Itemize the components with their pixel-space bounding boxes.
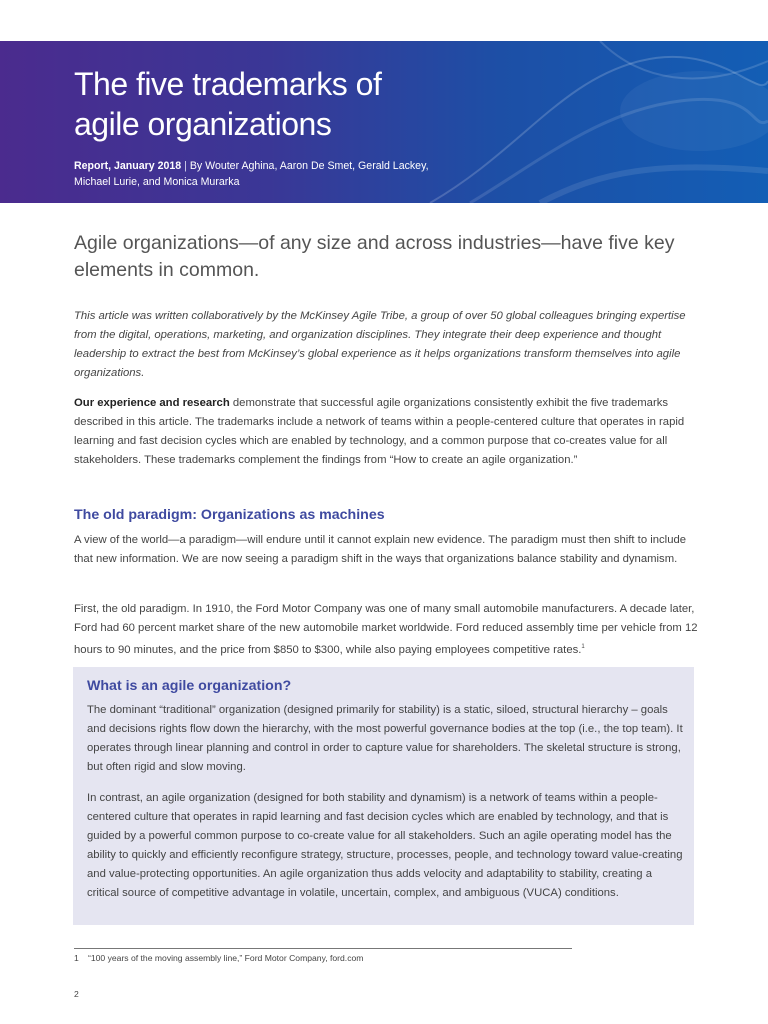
- body-paragraph-1: [74, 394, 699, 470]
- sidebar-paragraph-1: The dominant “traditional” organization (designed primarily for stability) is a static, siloed, structural hierarchy – goals and decisions rights flow down the hierarchy, with the most powerful governance bodies at the top (i.e., the top team). It operates through linear planning and control in order to capture value for shareholders. The skeletal structure is strong, but often rigid and slow moving.: [87, 704, 683, 773]
- footnote: [74, 952, 363, 964]
- intro-paragraph: This article was written collaboratively by the McKinsey Agile Tribe, a group of over 50 global colleagues bringing expertise from the digital, operations, marketing, and organization disciplines. They integrate their deep experience and thought leadership to extract the best from McKinsey’s global experience as it helps organizations transform themselves into agile organizations.: [74, 310, 686, 379]
- page-number: 2: [74, 989, 79, 999]
- footnote-number: 1: [74, 953, 79, 963]
- report-label: Report, January 2018: [74, 160, 182, 172]
- sidebar-box: [73, 667, 694, 925]
- title-line-1: The five trademarks of: [74, 66, 382, 102]
- sidebar-heading: What is an agile organization?: [87, 678, 292, 694]
- lead-in: Our experience and research: [74, 397, 230, 409]
- authors-line-1: By Wouter Aghina, Aaron De Smet, Gerald Lackey,: [189, 160, 429, 172]
- byline-separator: |: [184, 160, 187, 172]
- section-heading: The old paradigm: Organizations as machines: [74, 507, 385, 523]
- footnote-divider: [74, 948, 572, 949]
- body-paragraph-1-text: demonstrate that successful agile organizations consistently exhibit the five trademarks described in this article. The trademarks include a network of teams within a people-centered culture that operates in rapid learning and fast decision cycles which are enabled by technology, and a common purpose that co-creates value for all stakeholders. These trademarks complement the findings from “How to create an agile organization.”: [74, 397, 685, 466]
- deck-subtitle: Agile organizations—of any size and across industries—have five key elements in common.: [74, 232, 675, 281]
- body-paragraph-2: A view of the world—a paradigm—will endure until it cannot explain new evidence. The paradigm must then shift to include that new information. We are now seeing a paradigm shift in the ways that organizations balance stability and dynamism.: [74, 534, 687, 565]
- title-line-2: agile organizations: [74, 106, 332, 142]
- body-paragraph-3-text: First, the old paradigm. In 1910, the Ford Motor Company was one of many small automobile manufacturers. A decade later, Ford had 60 percent market share of the new automobile market worldwide. Ford reduced assembly time per vehicle from 12 hours to 90 minutes, and the price from $850 to $300, while also paying employees competitive rates.: [74, 603, 698, 656]
- authors-line-2: Michael Lurie, and Monica Murarka: [74, 176, 240, 188]
- byline: [74, 158, 494, 190]
- body-paragraph-3: [74, 600, 699, 660]
- page-title: [74, 64, 554, 144]
- footnote-text: “100 years of the moving assembly line,” Ford Motor Company, ford.com: [88, 953, 364, 963]
- footnote-ref[interactable]: 1: [581, 644, 585, 650]
- sidebar-paragraph-2: In contrast, an agile organization (designed for both stability and dynamism) is a network of teams within a people-centered culture that operates in rapid learning and fast decision cycles which are enabled by technology, and that is guided by a powerful common purpose to co-create value for all stakeholders. Such an agile operating model has the ability to quickly and efficiently reconfigure strategy, structure, processes, people, and technology toward value-creating and value-protecting opportunities. An agile organization thus adds velocity and adaptability to stability, creating a critical source of competitive advantage in volatile, uncertain, complex, and ambiguous (VUCA) conditions.: [87, 792, 683, 899]
